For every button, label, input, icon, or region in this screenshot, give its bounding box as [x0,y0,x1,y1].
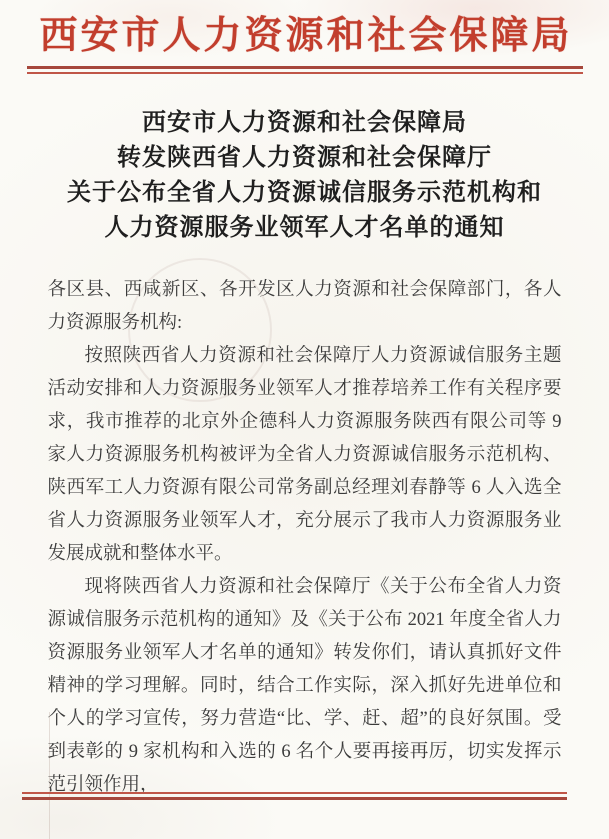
faint-seal-watermark [128,258,272,402]
body-paragraph-2: 现将陕西省人力资源和社会保障厅《关于公布全省人力资源诚信服务示范机构的通知》及《关于公布 2021 年度全省人力资源服务业领军人才名单的通知》转发你们，请认真抓好文件精神的学习理解。同时，结合工作实际，深入抓好先进单位和个人的学习宣传，努力营造“比、学、赶、超”的良好氛围。受到表彰的 9 家机构和入选的 6 名个人要再接再厉，切实发挥示范引领作用， [47,577,562,795]
title-line-2: 转发陕西省人力资源和社会保障厅 [117,145,492,171]
letterhead-agency-name: 西安市人力资源和社会保障局 [39,15,573,57]
title-line-3: 关于公布全省人力资源诚信服务示范机构和 [67,180,542,206]
body-paragraph-1: 按照陕西省人力资源和社会保障厅人力资源诚信服务主题活动安排和人力资源服务业领军人才推荐培养工作有关程序要求，我市推荐的北京外企德科人力资源服务陕西有限公司等 9 家人力资源服务机构被评为全省人力资源诚信服务示范机构、陕西军工人力资源有限公司常务副总经理刘春静等 6 人入选全省人力资源服务业领军人才，充分展示了我市人力资源服务业发展成就和整体水平。 [47,346,562,564]
salutation-line: 各区县、西咸新区、各开发区人力资源和社会保障部门，各人力资源服务机构: [47,280,562,333]
letterhead-divider-line [27,66,583,74]
title-line-4: 人力资源服务业领军人才名单的通知 [104,215,505,241]
scan-crease-line [49,712,50,839]
title-line-1: 西安市人力资源和社会保障局 [142,110,467,136]
document-title [0,106,609,246]
footer-divider-line [22,792,567,800]
document-body [48,274,562,802]
